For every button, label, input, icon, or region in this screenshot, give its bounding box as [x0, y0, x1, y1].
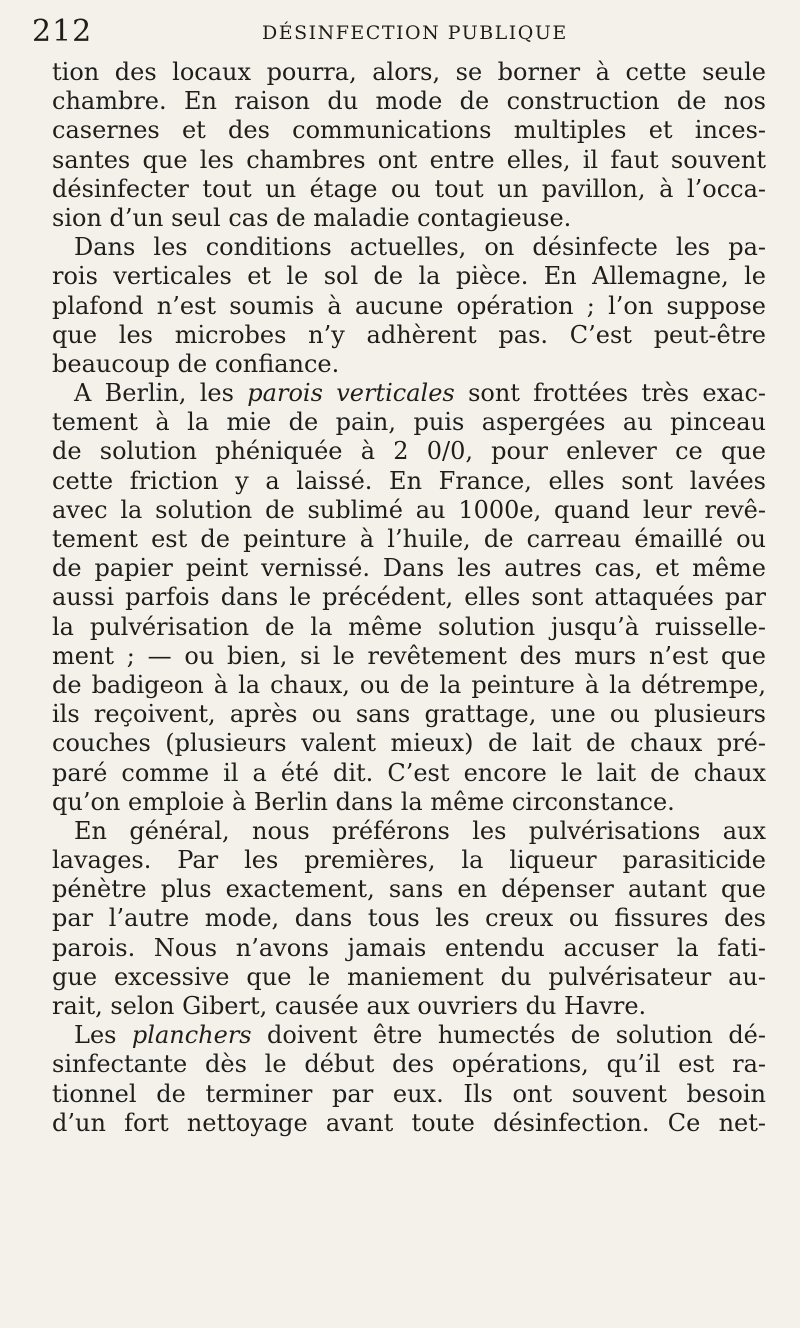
text-line: désinfecter tout un étage ou tout un pavillon, à l’occa- [52, 174, 766, 203]
paragraph-start-line: Dans les conditions actuelles, on désinfecte les pa- [74, 233, 766, 262]
text-line: couches (plusieurs valent mieux) de lait de chaux pré- [52, 729, 766, 758]
text-line: que les microbes n’y adhèrent pas. C’est peut-être [52, 320, 766, 349]
paragraph-start-line [52, 379, 766, 408]
text-line: de papier peint vernissé. Dans les autres cas, et même [52, 554, 766, 583]
italic-term: parois verticales [247, 379, 455, 408]
text-line: tion des locaux pourra, alors, se borner à cette seule [52, 58, 766, 86]
text-line: parois. Nous n’avons jamais entendu accuser la fati- [52, 933, 766, 962]
text-line: chambre. En raison du mode de construction de nos [52, 87, 766, 116]
text-line: d’un fort nettoyage avant toute désinfection. Ce net- [52, 1108, 766, 1137]
page-number: 212 [32, 14, 93, 49]
italic-term: planchers [131, 1021, 252, 1050]
text-line: pénètre plus exactement, sans en dépenser autant que [52, 875, 766, 904]
text-line: de solution phéniquée à 2 0/0, pour enlever ce que [52, 437, 766, 466]
text-run: doivent être humectés de solution dé- [251, 1021, 766, 1050]
text-line: avec la solution de sublimé au 1000e, quand leur revê- [52, 495, 766, 524]
paragraph-start-line: En général, nous préférons les pulvérisations aux [74, 816, 766, 845]
text-line: ment ; — ou bien, si le revêtement des murs n’est que [52, 641, 766, 670]
text-run: Les [74, 1021, 132, 1050]
text-line: tionnel de terminer par eux. Ils ont souvent besoin [52, 1079, 766, 1108]
text-line: cette friction y a laissé. En France, elles sont lavées [52, 466, 766, 495]
page-header [32, 6, 772, 56]
text-line: beaucoup de confiance. [52, 349, 340, 378]
text-line: rois verticales et le sol de la pièce. En Allemagne, le [52, 262, 766, 291]
text-line: gue excessive que le maniement du pulvérisateur au- [52, 962, 766, 991]
text-line: aussi parfois dans le précédent, elles sont attaquées par [52, 583, 766, 612]
text-line: ils reçoivent, après ou sans grattage, une ou plusieurs [52, 700, 766, 729]
text-run: A Berlin, les [74, 379, 248, 408]
text-run: sont frottées très exac- [454, 379, 767, 408]
text-line: paré comme il a été dit. C’est encore le lait de chaux [52, 758, 766, 787]
text-line: tement est de peinture à l’huile, de carreau émaillé ou [52, 525, 766, 553]
text-line: lavages. Par les premières, la liqueur parasiticide [52, 846, 766, 875]
text-line: plafond n’est soumis à aucune opération ; l’on suppose [52, 291, 766, 320]
text-line: sinfectante dès le début des opérations, qu’il est ra- [52, 1050, 766, 1079]
body-text [52, 58, 766, 1138]
text-line: casernes et des communications multiples et inces- [52, 116, 766, 145]
text-line: sion d’un seul cas de maladie contagieuse. [52, 203, 572, 232]
text-line: santes que les chambres ont entre elles, il faut souvent [52, 145, 766, 174]
text-line: tement à la mie de pain, puis aspergées au pinceau [52, 408, 766, 437]
text-line: de badigeon à la chaux, ou de la peinture à la détrempe, [52, 670, 766, 699]
paragraph-start-line [52, 1021, 766, 1050]
text-line: qu’on emploie à Berlin dans la même circonstance. [52, 787, 675, 816]
text-line: par l’autre mode, dans tous les creux ou fissures des [52, 904, 766, 933]
text-line: rait, selon Gibert, causée aux ouvriers du Havre. [52, 992, 647, 1020]
text-line: la pulvérisation de la même solution jusqu’à ruisselle- [52, 612, 766, 641]
running-title: DÉSINFECTION PUBLIQUE [262, 22, 568, 44]
